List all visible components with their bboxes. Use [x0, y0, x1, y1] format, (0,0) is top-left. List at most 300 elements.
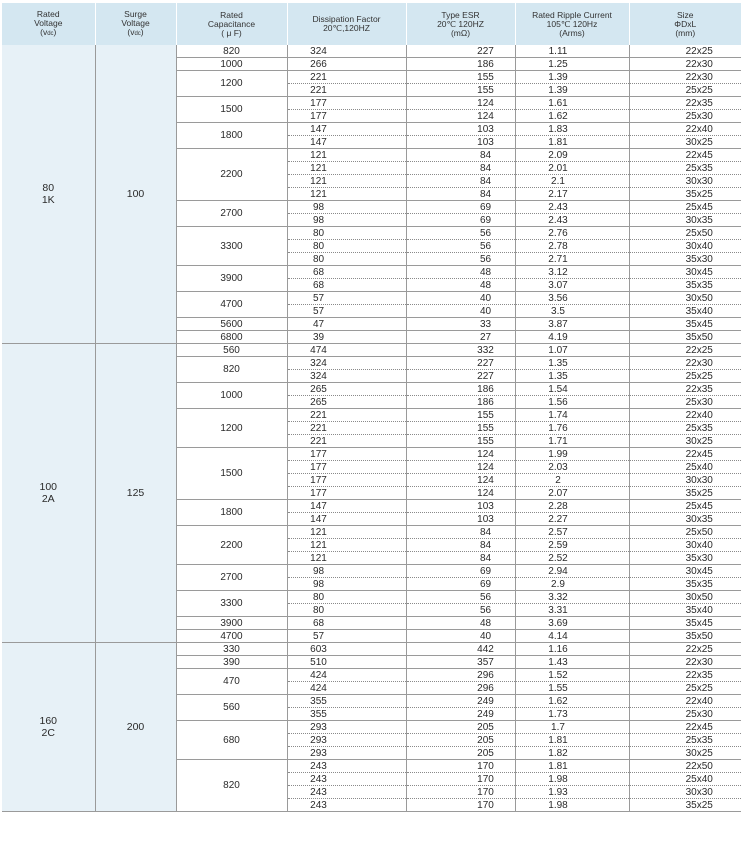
size-cell: 25x50 — [629, 227, 741, 240]
capacitance-cell: 820 — [176, 45, 287, 58]
size-cell: 22x25 — [629, 45, 741, 58]
ripple-current-cell: 1.81 — [515, 136, 629, 149]
dissipation-factor-cell: 324 — [287, 370, 406, 383]
dissipation-factor-cell: 80 — [287, 227, 406, 240]
esr-cell: 205 — [406, 721, 515, 734]
esr-cell: 186 — [406, 383, 515, 396]
header-text: Dissipation Factor — [312, 14, 381, 24]
ripple-current-cell: 1.81 — [515, 760, 629, 773]
dissipation-factor-cell: 147 — [287, 136, 406, 149]
capacitance-cell: 2200 — [176, 149, 287, 201]
ripple-current-cell: 3.32 — [515, 591, 629, 604]
ripple-current-cell: 2.43 — [515, 201, 629, 214]
esr-cell: 296 — [406, 682, 515, 695]
capacitance-cell: 2200 — [176, 526, 287, 565]
esr-cell: 170 — [406, 799, 515, 812]
esr-cell: 103 — [406, 513, 515, 526]
dissipation-factor-cell: 177 — [287, 474, 406, 487]
capacitance-cell: 470 — [176, 669, 287, 695]
dissipation-factor-cell: 68 — [287, 266, 406, 279]
size-cell: 30x40 — [629, 240, 741, 253]
capacitance-cell: 2700 — [176, 201, 287, 227]
rated-voltage-value: 80 — [42, 182, 55, 194]
dissipation-factor-cell: 68 — [287, 617, 406, 630]
esr-cell: 155 — [406, 409, 515, 422]
ripple-current-cell: 2.28 — [515, 500, 629, 513]
capacitance-cell: 5600 — [176, 318, 287, 331]
ripple-current-cell: 2.94 — [515, 565, 629, 578]
esr-cell: 124 — [406, 487, 515, 500]
dissipation-factor-cell: 98 — [287, 578, 406, 591]
size-cell: 25x25 — [629, 370, 741, 383]
capacitance-cell: 560 — [176, 344, 287, 357]
size-cell: 25x25 — [629, 682, 741, 695]
rated-voltage-value: 100 — [39, 481, 58, 493]
ripple-current-cell: 2.17 — [515, 188, 629, 201]
header-text: ΦDxL — [674, 18, 697, 29]
ripple-current-cell: 1.7 — [515, 721, 629, 734]
table-row — [2, 344, 741, 357]
ripple-current-cell: 2.03 — [515, 461, 629, 474]
dissipation-factor-cell: 57 — [287, 630, 406, 643]
dissipation-factor-cell: 266 — [287, 58, 406, 71]
dissipation-factor-cell: 221 — [287, 71, 406, 84]
esr-cell: 205 — [406, 734, 515, 747]
ripple-current-cell: 1.73 — [515, 708, 629, 721]
esr-cell: 155 — [406, 422, 515, 435]
dissipation-factor-cell: 121 — [287, 552, 406, 565]
dissipation-factor-cell: 39 — [287, 331, 406, 344]
esr-cell: 27 — [406, 331, 515, 344]
dissipation-factor-cell: 221 — [287, 84, 406, 97]
esr-cell: 103 — [406, 123, 515, 136]
size-cell: 30x50 — [629, 591, 741, 604]
header-dissipation-factor — [287, 3, 406, 45]
esr-cell: 103 — [406, 500, 515, 513]
ripple-current-cell: 2.71 — [515, 253, 629, 266]
size-cell: 25x30 — [629, 708, 741, 721]
dissipation-factor-cell: 98 — [287, 201, 406, 214]
ripple-current-cell: 1.98 — [515, 799, 629, 812]
ripple-current-cell: 3.12 — [515, 266, 629, 279]
esr-cell: 48 — [406, 617, 515, 630]
size-cell: 35x25 — [629, 487, 741, 500]
rated-voltage-code: 2A — [41, 493, 55, 505]
header-text: Rated Ripple Current — [532, 9, 612, 20]
ripple-current-cell: 2.27 — [515, 513, 629, 526]
esr-cell: 84 — [406, 162, 515, 175]
ripple-current-cell: 1.54 — [515, 383, 629, 396]
ripple-current-cell: 3.5 — [515, 305, 629, 318]
esr-cell: 48 — [406, 266, 515, 279]
esr-cell: 124 — [406, 461, 515, 474]
esr-cell: 40 — [406, 292, 515, 305]
ripple-current-cell: 1.07 — [515, 344, 629, 357]
size-cell: 25x35 — [629, 734, 741, 747]
capacitance-cell: 1800 — [176, 500, 287, 526]
ripple-current-cell: 1.43 — [515, 656, 629, 669]
esr-cell: 170 — [406, 773, 515, 786]
dissipation-factor-cell: 98 — [287, 565, 406, 578]
size-cell: 22x25 — [629, 643, 741, 656]
dissipation-factor-cell: 57 — [287, 305, 406, 318]
header-text: Rated — [36, 8, 60, 19]
capacitance-cell: 3900 — [176, 266, 287, 292]
esr-cell: 249 — [406, 695, 515, 708]
dissipation-factor-cell: 603 — [287, 643, 406, 656]
capacitance-cell: 1000 — [176, 58, 287, 71]
rated-voltage-cell — [2, 45, 95, 344]
size-cell: 30x30 — [629, 786, 741, 799]
header-rated-capacitance — [176, 3, 287, 45]
dissipation-factor-cell: 293 — [287, 747, 406, 760]
rated-voltage-cell — [2, 643, 95, 812]
esr-cell: 227 — [406, 45, 515, 58]
surge-voltage-cell: 200 — [95, 643, 176, 812]
header-text: (mΩ) — [450, 27, 471, 38]
header-text: Voltage — [34, 17, 63, 28]
size-cell: 30x25 — [629, 136, 741, 149]
size-cell: 22x25 — [629, 344, 741, 357]
size-cell: 25x30 — [629, 396, 741, 409]
dissipation-factor-cell: 243 — [287, 760, 406, 773]
capacitance-cell: 330 — [176, 643, 287, 656]
rated-voltage-code: 2C — [41, 727, 55, 739]
dissipation-factor-cell: 121 — [287, 188, 406, 201]
size-cell: 22x30 — [629, 71, 741, 84]
header-text: 105℃ 120Hz — [546, 18, 598, 29]
esr-cell: 84 — [406, 188, 515, 201]
esr-cell: 84 — [406, 526, 515, 539]
ripple-current-cell: 3.31 — [515, 604, 629, 617]
ripple-current-cell: 1.83 — [515, 123, 629, 136]
header-text: Size — [676, 9, 694, 20]
header-unit: (vdc) — [40, 26, 57, 37]
ripple-current-cell: 1.93 — [515, 786, 629, 799]
dissipation-factor-cell: 80 — [287, 604, 406, 617]
ripple-current-cell: 1.16 — [515, 643, 629, 656]
size-cell: 30x45 — [629, 266, 741, 279]
size-cell: 35x35 — [629, 578, 741, 591]
esr-cell: 56 — [406, 604, 515, 617]
esr-cell: 186 — [406, 58, 515, 71]
esr-cell: 170 — [406, 786, 515, 799]
size-cell: 35x40 — [629, 604, 741, 617]
size-cell: 22x45 — [629, 149, 741, 162]
size-cell: 25x45 — [629, 201, 741, 214]
ripple-current-cell: 1.56 — [515, 396, 629, 409]
dissipation-factor-cell: 177 — [287, 487, 406, 500]
size-cell: 30x30 — [629, 474, 741, 487]
esr-cell: 69 — [406, 578, 515, 591]
esr-cell: 69 — [406, 565, 515, 578]
table-body — [2, 45, 741, 812]
esr-cell: 442 — [406, 643, 515, 656]
dissipation-factor-cell: 221 — [287, 409, 406, 422]
ripple-current-cell: 1.62 — [515, 110, 629, 123]
header-ripple-current — [515, 3, 629, 45]
dissipation-factor-cell: 355 — [287, 708, 406, 721]
dissipation-factor-cell: 80 — [287, 591, 406, 604]
rated-voltage-code: 1K — [41, 194, 55, 206]
size-cell: 25x40 — [629, 773, 741, 786]
ripple-current-cell: 1.62 — [515, 695, 629, 708]
capacitance-cell: 6800 — [176, 331, 287, 344]
dissipation-factor-cell: 47 — [287, 318, 406, 331]
ripple-current-cell: 2.59 — [515, 539, 629, 552]
capacitance-cell: 1200 — [176, 409, 287, 448]
dissipation-factor-cell: 265 — [287, 383, 406, 396]
ripple-current-cell: 1.35 — [515, 357, 629, 370]
dissipation-factor-cell: 293 — [287, 721, 406, 734]
header-text: (Arms) — [559, 27, 585, 38]
esr-cell: 33 — [406, 318, 515, 331]
header-text: Voltage — [121, 17, 150, 28]
dissipation-factor-cell: 57 — [287, 292, 406, 305]
ripple-current-cell: 1.99 — [515, 448, 629, 461]
esr-cell: 69 — [406, 201, 515, 214]
esr-cell: 186 — [406, 396, 515, 409]
size-cell: 22x40 — [629, 123, 741, 136]
ripple-current-cell: 2.9 — [515, 578, 629, 591]
ripple-current-cell: 1.76 — [515, 422, 629, 435]
esr-cell: 124 — [406, 474, 515, 487]
ripple-current-cell: 2.76 — [515, 227, 629, 240]
capacitance-cell: 680 — [176, 721, 287, 760]
dissipation-factor-cell: 324 — [287, 357, 406, 370]
header-text: ( μ F) — [221, 27, 242, 38]
capacitance-cell: 3300 — [176, 591, 287, 617]
ripple-current-cell: 1.81 — [515, 734, 629, 747]
dissipation-factor-cell: 243 — [287, 786, 406, 799]
ripple-current-cell: 2.07 — [515, 487, 629, 500]
header-text: Rated — [220, 9, 243, 20]
capacitance-cell: 1000 — [176, 383, 287, 409]
esr-cell: 84 — [406, 149, 515, 162]
ripple-current-cell: 2.1 — [515, 175, 629, 188]
dissipation-factor-cell: 121 — [287, 175, 406, 188]
size-cell: 35x30 — [629, 253, 741, 266]
header-text: 20℃,120HZ — [323, 23, 370, 33]
size-cell: 35x25 — [629, 188, 741, 201]
dissipation-factor-cell: 243 — [287, 799, 406, 812]
esr-cell: 56 — [406, 240, 515, 253]
ripple-current-cell: 2 — [515, 474, 629, 487]
esr-cell: 40 — [406, 305, 515, 318]
ripple-current-cell: 1.98 — [515, 773, 629, 786]
capacitance-cell: 1800 — [176, 123, 287, 149]
ripple-current-cell: 1.52 — [515, 669, 629, 682]
dissipation-factor-cell: 147 — [287, 513, 406, 526]
ripple-current-cell: 1.35 — [515, 370, 629, 383]
esr-cell: 84 — [406, 539, 515, 552]
size-cell: 25x50 — [629, 526, 741, 539]
capacitance-cell: 820 — [176, 357, 287, 383]
surge-voltage-cell: 125 — [95, 344, 176, 643]
capacitance-cell: 820 — [176, 760, 287, 812]
esr-cell: 170 — [406, 760, 515, 773]
ripple-current-cell: 3.07 — [515, 279, 629, 292]
esr-cell: 155 — [406, 84, 515, 97]
dissipation-factor-cell: 474 — [287, 344, 406, 357]
size-cell: 22x30 — [629, 656, 741, 669]
esr-cell: 103 — [406, 136, 515, 149]
esr-cell: 249 — [406, 708, 515, 721]
header-unit: (vdc) — [127, 26, 144, 37]
size-cell: 22x40 — [629, 409, 741, 422]
size-cell: 30x30 — [629, 175, 741, 188]
ripple-current-cell: 2.57 — [515, 526, 629, 539]
capacitance-cell: 1200 — [176, 71, 287, 97]
dissipation-factor-cell: 324 — [287, 45, 406, 58]
size-cell: 35x40 — [629, 305, 741, 318]
ripple-current-cell: 1.39 — [515, 71, 629, 84]
dissipation-factor-cell: 221 — [287, 435, 406, 448]
header-rated-voltage — [2, 3, 95, 45]
capacitance-cell: 4700 — [176, 292, 287, 318]
esr-cell: 69 — [406, 214, 515, 227]
rated-voltage-value: 160 — [39, 715, 58, 727]
dissipation-factor-cell: 177 — [287, 97, 406, 110]
dissipation-factor-cell: 80 — [287, 253, 406, 266]
size-cell: 35x50 — [629, 630, 741, 643]
dissipation-factor-cell: 265 — [287, 396, 406, 409]
size-cell: 30x35 — [629, 214, 741, 227]
esr-cell: 296 — [406, 669, 515, 682]
dissipation-factor-cell: 424 — [287, 669, 406, 682]
esr-cell: 124 — [406, 448, 515, 461]
esr-cell: 56 — [406, 253, 515, 266]
capacitance-cell: 2700 — [176, 565, 287, 591]
esr-cell: 124 — [406, 110, 515, 123]
esr-cell: 40 — [406, 630, 515, 643]
ripple-current-cell: 4.14 — [515, 630, 629, 643]
dissipation-factor-cell: 510 — [287, 656, 406, 669]
size-cell: 35x50 — [629, 331, 741, 344]
size-cell: 30x45 — [629, 565, 741, 578]
dissipation-factor-cell: 177 — [287, 448, 406, 461]
size-cell: 30x25 — [629, 435, 741, 448]
esr-cell: 332 — [406, 344, 515, 357]
esr-cell: 205 — [406, 747, 515, 760]
size-cell: 22x35 — [629, 383, 741, 396]
size-cell: 22x45 — [629, 448, 741, 461]
capacitance-cell: 3900 — [176, 617, 287, 630]
dissipation-factor-cell: 98 — [287, 214, 406, 227]
ripple-current-cell: 1.74 — [515, 409, 629, 422]
dissipation-factor-cell: 147 — [287, 500, 406, 513]
capacitance-cell: 1500 — [176, 97, 287, 123]
ripple-current-cell: 1.25 — [515, 58, 629, 71]
ripple-current-cell: 4.19 — [515, 331, 629, 344]
esr-cell: 56 — [406, 227, 515, 240]
size-cell: 30x40 — [629, 539, 741, 552]
header-text: 20℃ 120HZ — [437, 18, 484, 29]
size-cell: 25x40 — [629, 461, 741, 474]
header-text: Type ESR — [441, 9, 480, 20]
header-type-esr — [406, 3, 515, 45]
size-cell: 25x35 — [629, 422, 741, 435]
size-cell: 25x35 — [629, 162, 741, 175]
ripple-current-cell: 3.56 — [515, 292, 629, 305]
size-cell: 22x35 — [629, 97, 741, 110]
ripple-current-cell: 3.69 — [515, 617, 629, 630]
header-text: Capacitance — [207, 18, 256, 29]
esr-cell: 84 — [406, 552, 515, 565]
esr-cell: 48 — [406, 279, 515, 292]
dissipation-factor-cell: 243 — [287, 773, 406, 786]
esr-cell: 155 — [406, 71, 515, 84]
ripple-current-cell: 2.09 — [515, 149, 629, 162]
esr-cell: 155 — [406, 435, 515, 448]
dissipation-factor-cell: 177 — [287, 110, 406, 123]
dissipation-factor-cell: 68 — [287, 279, 406, 292]
header-size — [629, 3, 741, 45]
ripple-current-cell: 1.11 — [515, 45, 629, 58]
size-cell: 30x35 — [629, 513, 741, 526]
size-cell: 22x35 — [629, 669, 741, 682]
size-cell: 22x45 — [629, 721, 741, 734]
ripple-current-cell: 1.55 — [515, 682, 629, 695]
size-cell: 35x25 — [629, 799, 741, 812]
esr-cell: 56 — [406, 591, 515, 604]
dissipation-factor-cell: 121 — [287, 526, 406, 539]
esr-cell: 357 — [406, 656, 515, 669]
ripple-current-cell: 2.78 — [515, 240, 629, 253]
header-text: (mm) — [675, 27, 696, 38]
surge-voltage-cell: 100 — [95, 45, 176, 344]
esr-cell: 227 — [406, 357, 515, 370]
size-cell: 22x50 — [629, 760, 741, 773]
dissipation-factor-cell: 355 — [287, 695, 406, 708]
ripple-current-cell: 3.87 — [515, 318, 629, 331]
esr-cell: 227 — [406, 370, 515, 383]
dissipation-factor-cell: 121 — [287, 162, 406, 175]
size-cell: 30x25 — [629, 747, 741, 760]
size-cell: 25x30 — [629, 110, 741, 123]
size-cell: 25x45 — [629, 500, 741, 513]
capacitance-cell: 4700 — [176, 630, 287, 643]
esr-cell: 124 — [406, 97, 515, 110]
ripple-current-cell: 1.82 — [515, 747, 629, 760]
esr-cell: 84 — [406, 175, 515, 188]
size-cell: 35x45 — [629, 318, 741, 331]
ripple-current-cell: 2.52 — [515, 552, 629, 565]
dissipation-factor-cell: 147 — [287, 123, 406, 136]
size-cell: 22x40 — [629, 695, 741, 708]
dissipation-factor-cell: 293 — [287, 734, 406, 747]
ripple-current-cell: 1.61 — [515, 97, 629, 110]
dissipation-factor-cell: 121 — [287, 539, 406, 552]
size-cell: 35x30 — [629, 552, 741, 565]
table-row — [2, 45, 741, 58]
ripple-current-cell: 2.43 — [515, 214, 629, 227]
capacitance-cell: 390 — [176, 656, 287, 669]
header-text: Surge — [124, 8, 147, 19]
rated-voltage-cell — [2, 344, 95, 643]
ripple-current-cell: 1.71 — [515, 435, 629, 448]
capacitance-cell: 3300 — [176, 227, 287, 266]
size-cell: 25x25 — [629, 84, 741, 97]
size-cell: 35x35 — [629, 279, 741, 292]
dissipation-factor-cell: 221 — [287, 422, 406, 435]
ripple-current-cell: 2.01 — [515, 162, 629, 175]
size-cell: 22x30 — [629, 357, 741, 370]
capacitance-cell: 560 — [176, 695, 287, 721]
header-surge-voltage — [95, 3, 176, 45]
capacitor-spec-table — [2, 3, 741, 812]
ripple-current-cell: 1.39 — [515, 84, 629, 97]
